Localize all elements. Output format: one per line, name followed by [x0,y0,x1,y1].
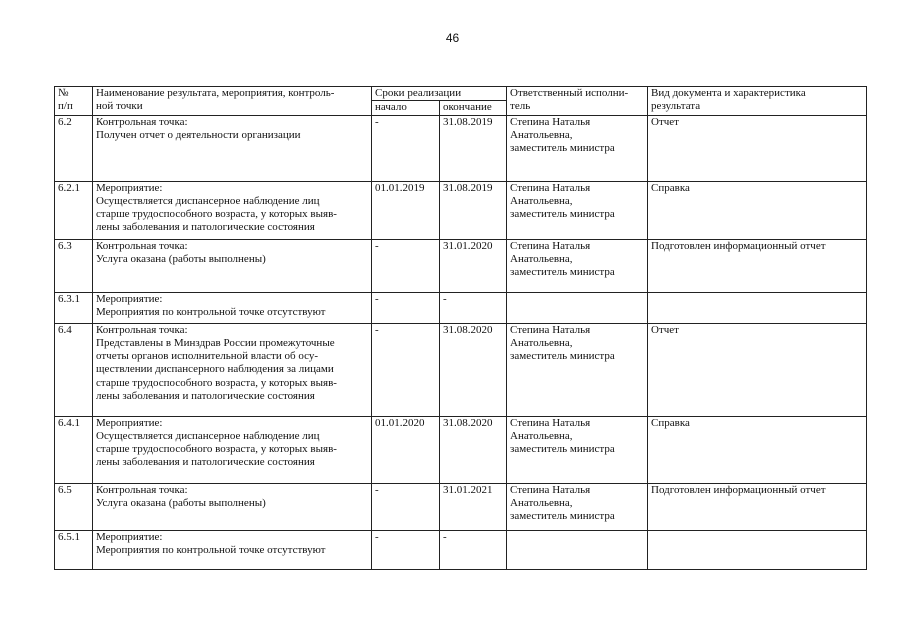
header-end [440,101,507,115]
cell-num-text: 6.2.1 [58,181,80,194]
cell-responsible-text: Степина Наталья Анатольевна, заместитель министра [510,239,615,279]
cell-name-text: Контрольная точка: Услуга оказана (работы выполнены) [96,239,266,265]
cell-start-text: 01.01.2019 [375,181,425,194]
cell-name [93,416,372,483]
table-row [55,323,867,416]
cell-num-text: 6.2 [58,115,72,128]
cell-num [55,115,93,181]
header-document [648,87,867,116]
cell-num-text: 6.4.1 [58,416,80,429]
cell-responsible [507,292,648,323]
cell-start [372,323,440,416]
header-responsible-text: Ответственный исполни- тель [510,87,629,113]
cell-start [372,483,440,530]
cell-document [648,530,867,569]
cell-end-text: 31.08.2020 [443,323,493,336]
cell-end [440,530,507,569]
cell-end [440,416,507,483]
header-end-text: окончание [443,101,492,114]
header-start-text: начало [375,101,407,114]
cell-name [93,292,372,323]
cell-start [372,292,440,323]
cell-name [93,530,372,569]
cell-num-text: 6.5.1 [58,530,80,543]
cell-end [440,323,507,416]
cell-start-text: - [375,239,379,252]
table-row [55,416,867,483]
cell-end-text: - [443,530,447,543]
cell-responsible-text: Степина Наталья Анатольевна, заместитель министра [510,483,615,523]
cell-end-text: 31.08.2020 [443,416,493,429]
cell-name-text: Мероприятие: Осуществляется диспансерное наблюдение лиц старше трудоспособного возраста, у которых выяв- лены заболевания и патологические состояния [96,181,337,234]
cell-document [648,483,867,530]
cell-document-text: Отчет [651,115,679,128]
cell-num-text: 6.4 [58,323,72,336]
cell-name [93,239,372,292]
cell-name-text: Контрольная точка: Услуга оказана (работы выполнены) [96,483,266,509]
cell-responsible-text: Степина Наталья Анатольевна, заместитель министра [510,416,615,456]
table-row [55,115,867,181]
cell-end [440,115,507,181]
cell-document [648,115,867,181]
cell-start-text: - [375,530,379,543]
header-name-text: Наименование результата, мероприятия, контроль- ной точки [96,87,335,113]
cell-end-text: 31.08.2019 [443,181,493,194]
cell-responsible [507,181,648,239]
header-start [372,101,440,115]
cell-num-text: 6.5 [58,483,72,496]
cell-document-text: Подготовлен информационный отчет [651,239,826,252]
table-row [55,483,867,530]
cell-responsible [507,239,648,292]
cell-end-text: 31.08.2019 [443,115,493,128]
cell-name [93,323,372,416]
cell-num [55,239,93,292]
cell-document-text: Справка [651,416,690,429]
table-row [55,530,867,569]
cell-start-text: - [375,323,379,336]
page-number: 46 [445,31,460,45]
cell-end-text: 31.01.2020 [443,239,493,252]
cell-end [440,239,507,292]
cell-document-text: Справка [651,181,690,194]
cell-end [440,292,507,323]
table-row [55,181,867,239]
table-row [55,239,867,292]
cell-start-text: - [375,292,379,305]
cell-document [648,323,867,416]
table-row [55,292,867,323]
cell-start-text: - [375,115,379,128]
cell-end-text: 31.01.2021 [443,483,493,496]
header-num-text: № п/п [58,87,73,113]
plan-table [54,86,867,570]
cell-start [372,416,440,483]
cell-responsible [507,115,648,181]
cell-start [372,181,440,239]
cell-end [440,181,507,239]
cell-name-text: Контрольная точка: Представлены в Минздрав России промежуточные отчеты органов исполнительной власти об осу- ществлении диспансерного наблюдения за лицами старше трудоспособного возраста, у которых выяв- лены заболевания и патологические состояния [96,323,337,403]
cell-num [55,323,93,416]
header-terms-text: Сроки реализации [375,87,462,99]
header-row-1 [55,87,867,101]
cell-num [55,416,93,483]
cell-num [55,181,93,239]
cell-num [55,530,93,569]
cell-responsible-text: Степина Наталья Анатольевна, заместитель министра [510,323,615,363]
cell-start [372,530,440,569]
cell-document [648,181,867,239]
cell-document-text: Отчет [651,323,679,336]
cell-start-text: 01.01.2020 [375,416,425,429]
cell-document [648,239,867,292]
header-name [93,87,372,116]
cell-name [93,483,372,530]
cell-num-text: 6.3 [58,239,72,252]
cell-name-text: Мероприятие: Мероприятия по контрольной точке отсутствуют [96,530,326,556]
cell-start [372,239,440,292]
plan-table-body [55,87,867,570]
cell-num [55,483,93,530]
cell-responsible [507,323,648,416]
cell-responsible [507,416,648,483]
header-document-text: Вид документа и характеристика результата [651,87,806,113]
header-num [55,87,93,116]
cell-responsible [507,530,648,569]
cell-num [55,292,93,323]
cell-name [93,181,372,239]
cell-responsible [507,483,648,530]
cell-name [93,115,372,181]
cell-document [648,416,867,483]
cell-start-text: - [375,483,379,496]
cell-end [440,483,507,530]
cell-document [648,292,867,323]
cell-name-text: Мероприятие: Осуществляется диспансерное наблюдение лиц старше трудоспособного возраста, у которых выяв- лены заболевания и патологические состояния [96,416,337,469]
cell-document-text: Подготовлен информационный отчет [651,483,826,496]
header-responsible [507,87,648,116]
header-terms [372,87,507,101]
cell-end-text: - [443,292,447,305]
cell-num-text: 6.3.1 [58,292,80,305]
cell-responsible-text: Степина Наталья Анатольевна, заместитель министра [510,181,615,221]
cell-name-text: Мероприятие: Мероприятия по контрольной точке отсутствуют [96,292,326,318]
cell-responsible-text: Степина Наталья Анатольевна, заместитель министра [510,115,615,155]
cell-start [372,115,440,181]
cell-name-text: Контрольная точка: Получен отчет о деятельности организации [96,115,301,141]
